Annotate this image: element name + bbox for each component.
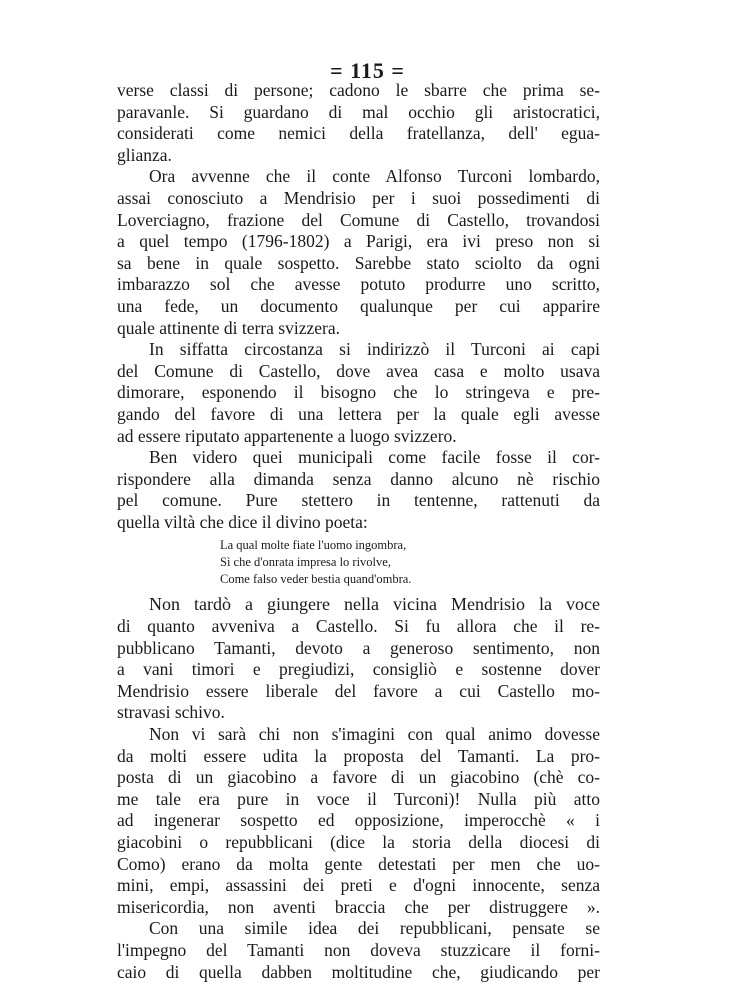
text-line: sa bene in quale sospetto. Sarebbe stato sciolto da ogni bbox=[117, 252, 600, 273]
paragraph-3 bbox=[117, 339, 600, 447]
body-text bbox=[117, 80, 600, 983]
text-line: Mendrisio essere liberale del favore a cui Castello mo- bbox=[117, 680, 600, 701]
text-line: dimorare, esponendo il bisogno che lo stringeva e pre- bbox=[117, 382, 600, 403]
paragraph-2 bbox=[117, 166, 600, 339]
text-line: pel comune. Pure stettero in tentenne, rattenuti da bbox=[117, 490, 600, 511]
text-line: rispondere alla dimanda senza danno alcuno nè rischio bbox=[117, 468, 600, 489]
text-line: stravasi schivo. bbox=[117, 702, 225, 723]
text-line: posta di un giacobino a favore di un giacobino (chè co- bbox=[117, 767, 600, 788]
text-line: In siffatta circostanza si indirizzò il Turconi ai capi bbox=[149, 339, 600, 360]
text-line: paravanle. Si guardano di mal occhio gli aristocratici, bbox=[117, 101, 600, 122]
text-line: imbarazzo sol che avesse potuto produrre uno scritto, bbox=[117, 274, 600, 295]
paragraph-7 bbox=[117, 918, 600, 983]
text-line: ad essere riputato appartenente a luogo svizzero. bbox=[117, 425, 457, 446]
text-line: gando del favore di una lettera per la quale egli avesse bbox=[117, 403, 600, 424]
paragraph-6 bbox=[117, 724, 600, 918]
text-line: misericordia, non aventi braccia che per distruggere ». bbox=[117, 896, 600, 917]
text-line: del Comune di Castello, dove avea casa e molto usava bbox=[117, 360, 600, 381]
text-line: di quanto avveniva a Castello. Si fu allora che il re- bbox=[117, 616, 600, 637]
text-line: considerati come nemici della fratellanza, dell' egua- bbox=[117, 123, 600, 144]
text-line: glianza. bbox=[117, 144, 172, 165]
text-line: mini, empi, assassini dei preti e d'ogni innocente, senza bbox=[117, 875, 600, 896]
page-number: = 115 = bbox=[330, 58, 405, 83]
verse-line: Sì che d'onrata impresa lo rivolve, bbox=[220, 555, 391, 570]
text-line: assai conosciuto a Mendrisio per i suoi possedimenti di bbox=[117, 187, 600, 208]
text-line: Non vi sarà chi non s'imagini con qual animo dovesse bbox=[149, 724, 600, 745]
text-line: Ora avvenne che il conte Alfonso Turconi lombardo, bbox=[149, 166, 600, 187]
text-line: a quel tempo (1796-1802) a Parigi, era ivi preso non si bbox=[117, 231, 600, 252]
text-line: giacobini o repubblicani (dice la storia della diocesi di bbox=[117, 832, 600, 852]
text-line: Ben videro quei municipali come facile fosse il cor- bbox=[149, 447, 600, 468]
text-line: l'impegno del Tamanti non doveva stuzzicare il forni- bbox=[117, 939, 600, 960]
text-line: Como) erano da molta gente detestati per men che uo- bbox=[117, 853, 600, 874]
text-line: ad ingenerar sospetto ed opposizione, imperocchè « i bbox=[117, 810, 600, 831]
verse-line: La qual molte fiate l'uomo ingombra, bbox=[220, 538, 407, 553]
text-line: quella viltà che dice il divino poeta: bbox=[117, 511, 368, 532]
text-line: Non tardò a giungere nella vicina Mendrisio la voce bbox=[149, 594, 600, 615]
text-line: Loverciagno, frazione del Comune di Castello, trovandosi bbox=[117, 209, 600, 230]
paragraph-1 bbox=[117, 80, 600, 166]
verse-quotation bbox=[117, 537, 600, 588]
paragraph-5 bbox=[117, 594, 600, 724]
paragraph-4 bbox=[117, 447, 600, 533]
text-line: pubblicano Tamanti, devoto a generoso sentimento, non bbox=[117, 637, 600, 658]
verse-line: Come falso veder bestia quand'ombra. bbox=[220, 572, 412, 587]
text-line: me tale era pure in voce il Turconi)! Nulla più atto bbox=[117, 788, 600, 809]
text-line: una fede, un documento qualunque per cui apparire bbox=[117, 295, 600, 316]
text-line: verse classi di persone; cadono le sbarre che prima se- bbox=[117, 80, 600, 100]
text-line: Con una simile idea dei repubblicani, pensate se bbox=[149, 918, 600, 939]
text-line: quale attinente di terra svizzera. bbox=[117, 317, 341, 338]
text-line: caio di quella dabben moltitudine che, giudicando per bbox=[117, 961, 600, 982]
text-line: da molti essere udita la proposta del Tamanti. La pro- bbox=[117, 745, 600, 766]
text-line: a vani timori e pregiudizi, consigliò e sostenne dover bbox=[117, 659, 600, 680]
